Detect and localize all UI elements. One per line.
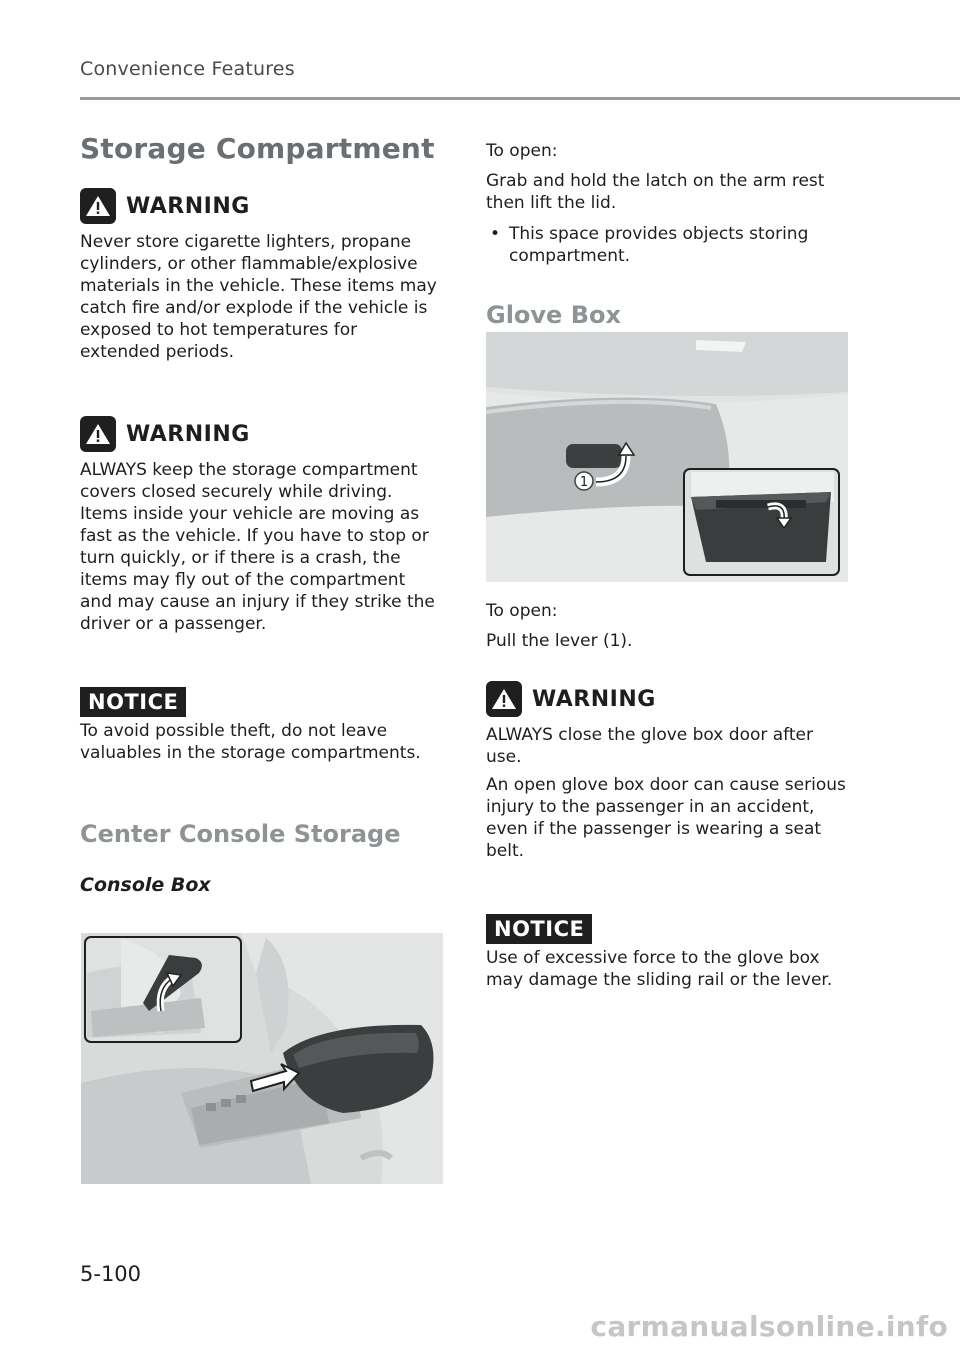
warning-head-1 — [80, 187, 442, 225]
subsection-title-console-box: Console Box — [80, 874, 211, 896]
notice-badge: NOTICE — [80, 687, 186, 717]
console-open-text: Grab and hold the latch on the arm rest then lift the lid. — [486, 171, 825, 213]
glove-callout-1: 1 — [579, 475, 589, 490]
warning-block-1 — [80, 187, 442, 363]
warning-text: ALWAYS keep the storage compartment covers closed securely while driving. Items inside your vehicle are moving as fast as the vehicle. If you have to stop or turn quickly, or if there is a crash, the items may fly out of the compartment and may cause an injury if they strike the driver or a passenger. — [80, 460, 435, 634]
glove-text-column — [486, 600, 848, 991]
notice-badge: NOTICE — [486, 914, 592, 944]
warning-block-2 — [80, 415, 442, 635]
page-title: Storage Compartment — [80, 132, 435, 165]
warning-head-2 — [80, 415, 442, 453]
glove-warning-head — [486, 680, 848, 718]
glove-notice-text: Use of excessive force to the glove box may damage the sliding rail or the lever. — [486, 948, 833, 990]
warning-label: WARNING — [126, 421, 250, 447]
section-title-center-console: Center Console Storage — [80, 820, 401, 848]
console-box-illustration — [81, 933, 443, 1184]
left-column — [80, 132, 442, 896]
warning-triangle-icon — [80, 416, 116, 452]
glove-open-text: Pull the lever (1). — [486, 631, 633, 651]
bullet-dot: • — [490, 224, 501, 244]
section-title-glove-box: Glove Box — [486, 301, 621, 329]
warning-label: WARNING — [532, 686, 656, 712]
page-number: 5-100 — [80, 1262, 142, 1286]
warning-text: Never store cigarette lighters, propane cylinders, or other flammable/explosive materials in the vehicle. These items may catch fire and/or explode if the vehicle is exposed to hot temperatures for extended periods. — [80, 232, 437, 362]
console-bullet-text: This space provides objects storing compartment. — [509, 224, 809, 266]
glove-warning-text-2: An open glove box door can cause serious injury to the passenger in an accident, even if the passenger is wearing a seat belt. — [486, 775, 846, 861]
glove-box-illustration — [486, 332, 848, 582]
glove-warning-block — [486, 680, 848, 862]
glove-open-label: To open: — [486, 601, 558, 621]
header-divider — [80, 97, 960, 100]
console-bullet — [486, 223, 848, 267]
notice-block — [80, 687, 442, 764]
console-open-label: To open: — [486, 141, 558, 161]
warning-label: WARNING — [126, 193, 250, 219]
page-header-title: Convenience Features — [80, 58, 295, 80]
warning-triangle-icon — [80, 188, 116, 224]
glove-notice-block — [486, 914, 848, 991]
notice-text: To avoid possible theft, do not leave valuables in the storage compartments. — [80, 721, 421, 763]
warning-triangle-icon — [486, 681, 522, 717]
watermark-text: carmanualsonline.info — [590, 1310, 948, 1343]
right-column — [486, 140, 848, 329]
glove-warning-text-1: ALWAYS close the glove box door after use. — [486, 725, 813, 767]
